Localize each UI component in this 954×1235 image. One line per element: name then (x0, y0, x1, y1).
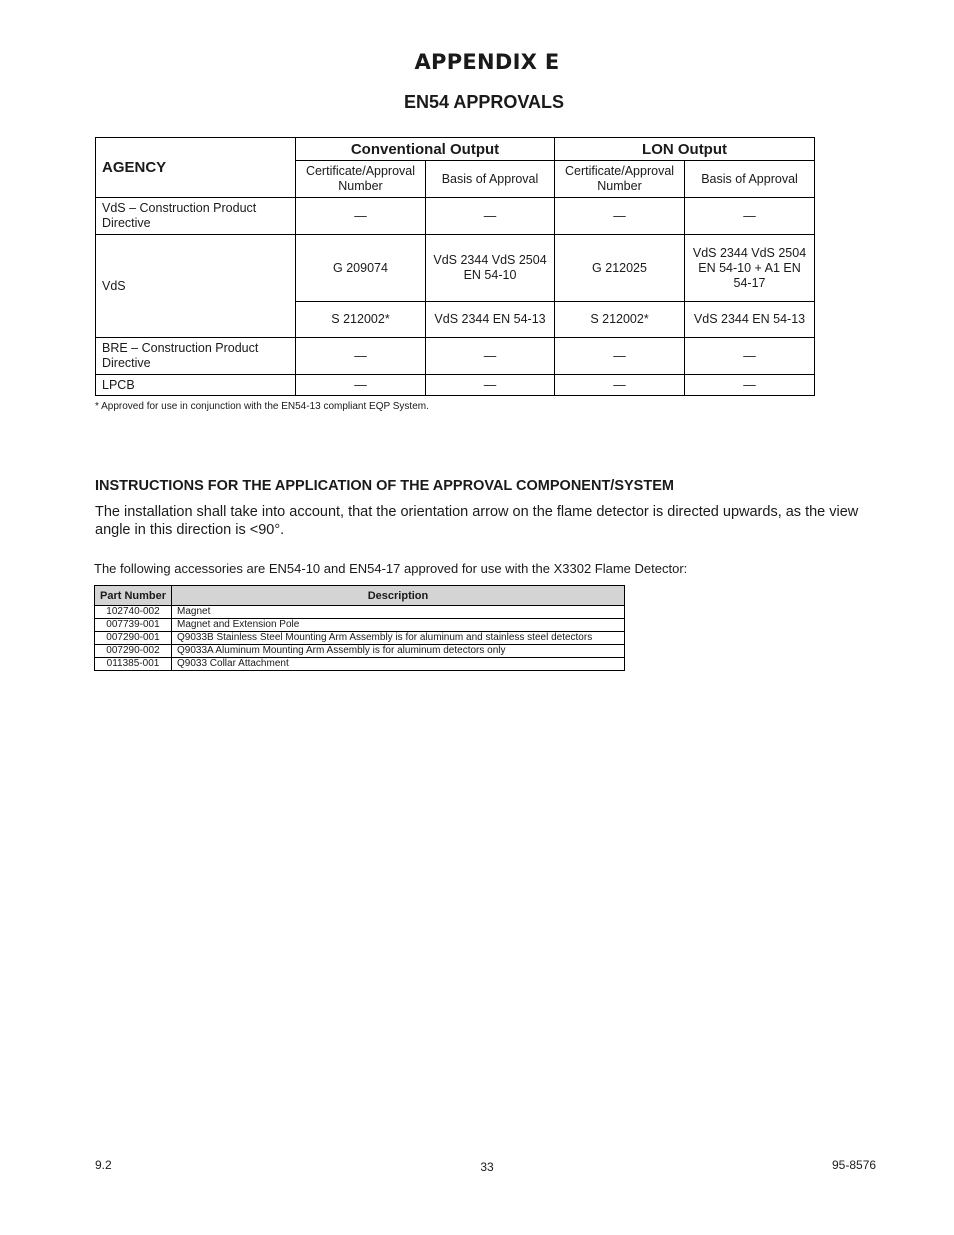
description-cell: Q9033A Aluminum Mounting Arm Assembly is for aluminum detectors only (172, 645, 625, 658)
table-row (95, 645, 625, 658)
lon-basis-cell: VdS 2344 VdS 2504 EN 54-10 + A1 EN 54-17 (685, 235, 815, 302)
agency-cell: BRE – Construction Product Directive (96, 338, 296, 375)
lon-basis-cell: — (685, 338, 815, 375)
conventional-basis-cell: VdS 2344 VdS 2504 EN 54-10 (426, 235, 555, 302)
lon-cert-cell: G 212025 (555, 235, 685, 302)
conventional-basis-cell: VdS 2344 EN 54-13 (426, 302, 555, 338)
table-row (96, 198, 815, 235)
table-row (96, 338, 815, 375)
lon-cert-cell: — (555, 198, 685, 235)
lon-basis-header: Basis of Approval (685, 161, 815, 198)
table-row (95, 619, 625, 632)
accessories-intro: The following accessories are EN54-10 and EN54-17 approved for use with the X3302 Flame Detector: (94, 561, 688, 576)
part-number-cell: 007290-002 (95, 645, 172, 658)
conventional-cert-header: Certificate/Approval Number (296, 161, 426, 198)
lon-cert-cell: — (555, 338, 685, 375)
accessories-table (94, 585, 625, 671)
instructions-heading: INSTRUCTIONS FOR THE APPLICATION OF THE APPROVAL COMPONENT/SYSTEM (95, 478, 674, 494)
agency-cell: VdS – Construction Product Directive (96, 198, 296, 235)
lon-cert-cell: — (555, 375, 685, 396)
conventional-cert-cell: G 209074 (296, 235, 426, 302)
conventional-output-header: Conventional Output (296, 138, 555, 161)
table-row (96, 375, 815, 396)
conventional-cert-cell: — (296, 338, 426, 375)
table-row (95, 606, 625, 619)
part-number-cell: 007290-001 (95, 632, 172, 645)
lon-output-header: LON Output (555, 138, 815, 161)
footer-document-number: 95-8576 (832, 1158, 877, 1172)
part-number-header: Part Number (95, 586, 172, 606)
table-row (95, 658, 625, 671)
lon-cert-header: Certificate/Approval Number (555, 161, 685, 198)
agency-cell: VdS (96, 235, 296, 338)
lon-basis-cell: — (685, 375, 815, 396)
instructions-body: The installation shall take into account, that the orientation arrow on the flame detector is directed upwards, as the view angle in this direction is <90°. (95, 504, 859, 538)
table-row (95, 632, 625, 645)
description-cell: Magnet and Extension Pole (172, 619, 625, 632)
table-row (96, 235, 815, 302)
agency-column-header: AGENCY (96, 138, 296, 198)
description-cell: Q9033 Collar Attachment (172, 658, 625, 671)
conventional-basis-header: Basis of Approval (426, 161, 555, 198)
lon-basis-cell: — (685, 198, 815, 235)
conventional-basis-cell: — (426, 375, 555, 396)
conventional-cert-cell: — (296, 375, 426, 396)
description-cell: Q9033B Stainless Steel Mounting Arm Assembly is for aluminum and stainless steel detectors (172, 632, 625, 645)
lon-basis-cell: VdS 2344 EN 54-13 (685, 302, 815, 338)
agency-cell: LPCB (96, 375, 296, 396)
conventional-basis-cell: — (426, 338, 555, 375)
conventional-cert-cell: — (296, 198, 426, 235)
conventional-basis-cell: — (426, 198, 555, 235)
approvals-footnote: * Approved for use in conjunction with the EN54-13 compliant EQP System. (95, 401, 429, 412)
part-number-cell: 011385-001 (95, 658, 172, 671)
section-title: EN54 APPROVALS (403, 92, 565, 112)
description-header: Description (172, 586, 625, 606)
part-number-cell: 007739-001 (95, 619, 172, 632)
en54-approvals-table (95, 137, 815, 396)
footer-revision: 9.2 (95, 1158, 112, 1172)
page-number: 33 (480, 1160, 494, 1174)
conventional-cert-cell: S 212002* (296, 302, 426, 338)
description-cell: Magnet (172, 606, 625, 619)
part-number-cell: 102740-002 (95, 606, 172, 619)
lon-cert-cell: S 212002* (555, 302, 685, 338)
appendix-title: APPENDIX E (414, 50, 560, 74)
